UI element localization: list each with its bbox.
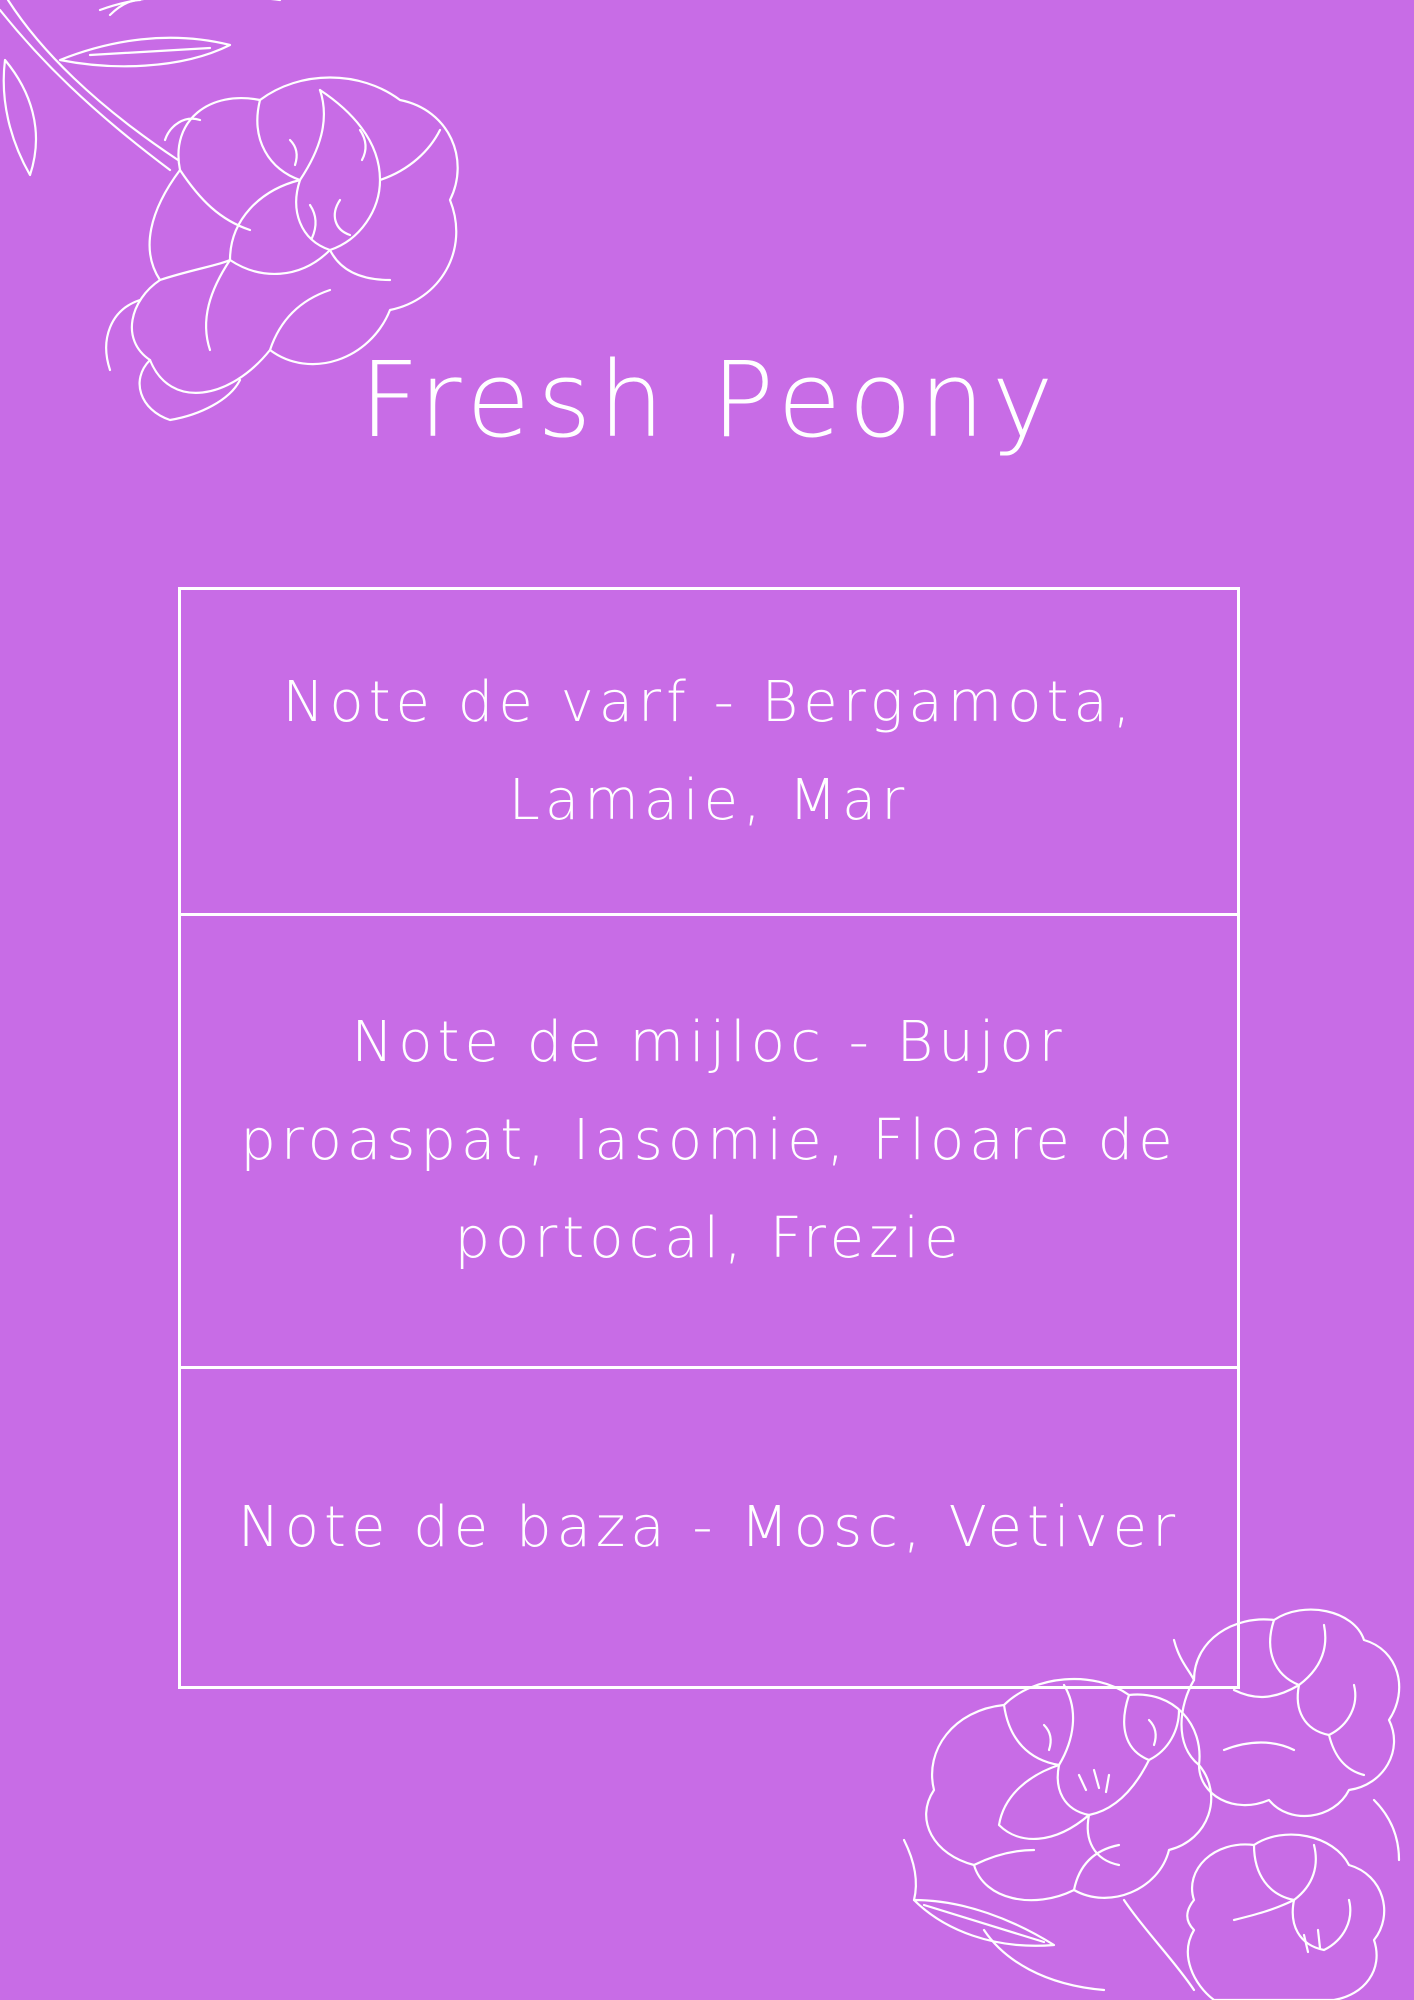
top-notes-text: Note de varf - Bergamota, Lamaie, Mar [282,669,1136,833]
peony-bouquet-line-art-icon [894,1600,1414,2000]
fragrance-notes-table [178,587,1240,1689]
page-title: Fresh Peony [359,339,1061,461]
top-notes-cell [181,590,1237,913]
base-notes-text: Note de baza - Mosc, Vetiver [237,1494,1181,1560]
middle-notes-text: Note de mijloc - Bujor proaspat, Iasomie, Floare de portocal, Frezie [240,1010,1178,1271]
middle-notes-cell [181,913,1237,1366]
